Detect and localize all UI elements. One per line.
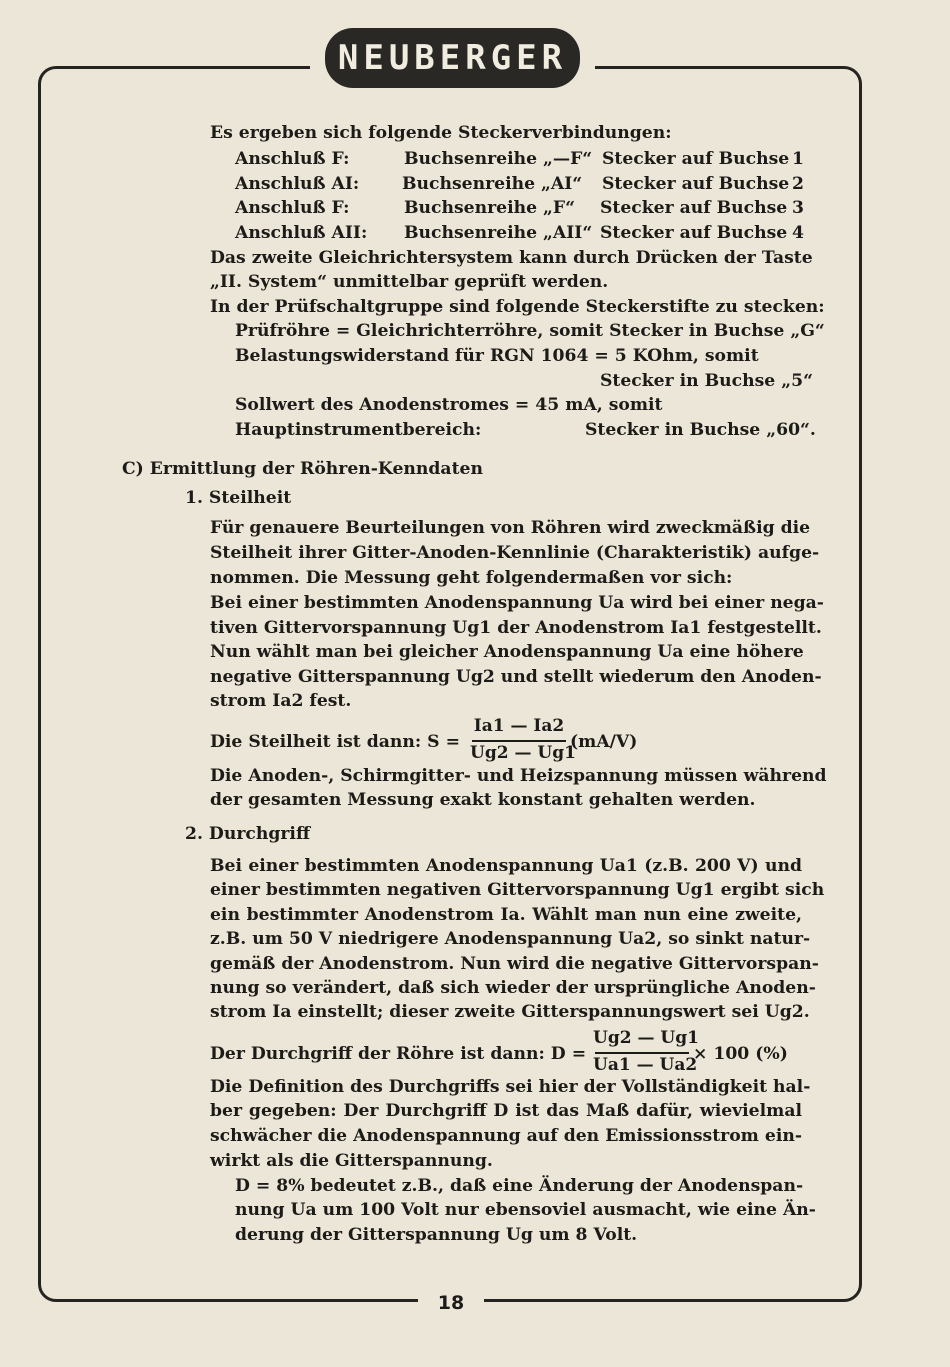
para1-line2: „II. System“ unmittelbar geprüft werden. xyxy=(210,272,609,292)
s1-formula-denominator: Ug2 — Ug1 xyxy=(470,743,576,763)
intro-line: Es ergeben sich folgende Steckerverbindungen: xyxy=(210,123,672,143)
s1-fraction-bar xyxy=(472,740,566,742)
s1-formula-unit: (mA/V) xyxy=(570,732,638,752)
s2-line: einer bestimmten negativen Gittervorspannung Ug1 ergibt sich xyxy=(210,880,825,900)
s2-formula-unit: × 100 (%) xyxy=(693,1044,788,1064)
para2-line: In der Prüfschaltgruppe sind folgende Steckerstifte zu stecken: xyxy=(210,297,825,317)
s1-after-line: Die Anoden-, Schirmgitter- und Heizspannung müssen während xyxy=(210,766,827,786)
s1-line: strom Ia2 fest. xyxy=(210,691,352,711)
conn-3-num: 3 xyxy=(792,198,804,218)
conn-4-row: Buchsenreihe „AII“ xyxy=(404,223,593,243)
s2-line: nung so verändert, daß sich wieder der ursprüngliche Anoden- xyxy=(210,978,816,998)
s1-line: nommen. Die Messung geht folgendermaßen vor sich: xyxy=(210,568,733,588)
s2-line: z.B. um 50 V niedrigere Anodenspannung Ua2, so sinkt natur- xyxy=(210,929,811,949)
conn-3-terminal: Anschluß F: xyxy=(235,198,350,218)
s2-formula-numerator: Ug2 — Ug1 xyxy=(593,1028,699,1048)
s1-line: Nun wählt man bei gleicher Anodenspannung Ua eine höhere xyxy=(210,642,804,662)
s1-line: Für genauere Beurteilungen von Röhren wird zweckmäßig die xyxy=(210,518,811,538)
s2-line: strom Ia einstellt; dieser zweite Gitterspannungswert sei Ug2. xyxy=(210,1002,810,1022)
s1-line: negative Gitterspannung Ug2 und stellt wiederum den Anoden- xyxy=(210,667,822,687)
s2-after-line: schwächer die Anodenspannung auf den Emissionsstrom ein- xyxy=(210,1126,802,1146)
s1-after-line: der gesamten Messung exakt konstant gehalten werden. xyxy=(210,790,756,810)
section-2-heading: 2. Durchgriff xyxy=(185,824,311,844)
s1-line: Bei einer bestimmten Anodenspannung Ua wird bei einer nega- xyxy=(210,593,824,613)
page-number: 18 xyxy=(437,1292,465,1314)
s2-example-line: derung der Gitterspannung Ug um 8 Volt. xyxy=(235,1225,638,1245)
conn-1-terminal: Anschluß F: xyxy=(235,149,350,169)
para1-line1: Das zweite Gleichrichtersystem kann durch Drücken der Taste xyxy=(210,248,813,268)
conn-4-plug: Stecker auf Buchse xyxy=(600,223,788,243)
section-1-heading: 1. Steilheit xyxy=(185,488,292,508)
s1-formula-numerator: Ia1 — Ia2 xyxy=(473,716,565,736)
plug-line-4a: Hauptinstrumentbereich: xyxy=(235,420,482,440)
conn-3-plug: Stecker auf Buchse xyxy=(600,198,788,218)
conn-4-terminal: Anschluß AII: xyxy=(235,223,368,243)
conn-4-num: 4 xyxy=(792,223,804,243)
s2-example-line: D = 8% bedeutet z.B., daß eine Änderung der Anodenspan- xyxy=(235,1176,804,1196)
s2-after-line: ber gegeben: Der Durchgriff D ist das Maß dafür, wievielmal xyxy=(210,1101,802,1121)
plug-line-2b: Stecker in Buchse „5“ xyxy=(600,371,813,391)
s2-after-line: wirkt als die Gitterspannung. xyxy=(210,1151,493,1171)
s2-line: ein bestimmter Anodenstrom Ia. Wählt man nun eine zweite, xyxy=(210,905,802,925)
conn-1-num: 1 xyxy=(792,149,804,169)
s2-line: gemäß der Anodenstrom. Nun wird die negative Gittervorspan- xyxy=(210,954,819,974)
plug-line-3: Sollwert des Anodenstromes = 45 mA, somit xyxy=(235,395,663,415)
plug-line-4b: Stecker in Buchse „60“. xyxy=(585,420,816,440)
s1-formula-label: Die Steilheit ist dann: S = xyxy=(210,732,460,752)
conn-2-terminal: Anschluß AI: xyxy=(235,174,360,194)
conn-1-row: Buchsenreihe „—F“ xyxy=(404,149,593,169)
section-c-heading: C) Ermittlung der Röhren-Kenndaten xyxy=(122,459,483,479)
s1-line: tiven Gittervorspannung Ug1 der Anodenstrom Ia1 festgestellt. xyxy=(210,618,822,638)
s2-example-line: nung Ua um 100 Volt nur ebensoviel ausmacht, wie eine Än- xyxy=(235,1200,816,1220)
conn-2-row: Buchsenreihe „AI“ xyxy=(402,174,583,194)
conn-2-num: 2 xyxy=(792,174,804,194)
conn-2-plug: Stecker auf Buchse xyxy=(602,174,790,194)
s2-formula-denominator: Ua1 — Ua2 xyxy=(593,1055,698,1075)
plug-line-1: Prüfröhre = Gleichrichterröhre, somit Stecker in Buchse „G“ xyxy=(235,321,825,341)
s2-after-line: Die Definition des Durchgriffs sei hier der Vollständigkeit hal- xyxy=(210,1077,811,1097)
conn-1-plug: Stecker auf Buchse xyxy=(602,149,790,169)
s2-formula-label: Der Durchgriff der Röhre ist dann: D = xyxy=(210,1044,587,1064)
s2-fraction-bar xyxy=(595,1052,689,1054)
brand-logo: NEUBERGER xyxy=(325,28,580,88)
s1-line: Steilheit ihrer Gitter-Anoden-Kennlinie (Charakteristik) aufge- xyxy=(210,543,820,563)
conn-3-row: Buchsenreihe „F“ xyxy=(404,198,576,218)
s2-line: Bei einer bestimmten Anodenspannung Ua1 (z.B. 200 V) und xyxy=(210,856,802,876)
plug-line-2: Belastungswiderstand für RGN 1064 = 5 KOhm, somit xyxy=(235,346,759,366)
